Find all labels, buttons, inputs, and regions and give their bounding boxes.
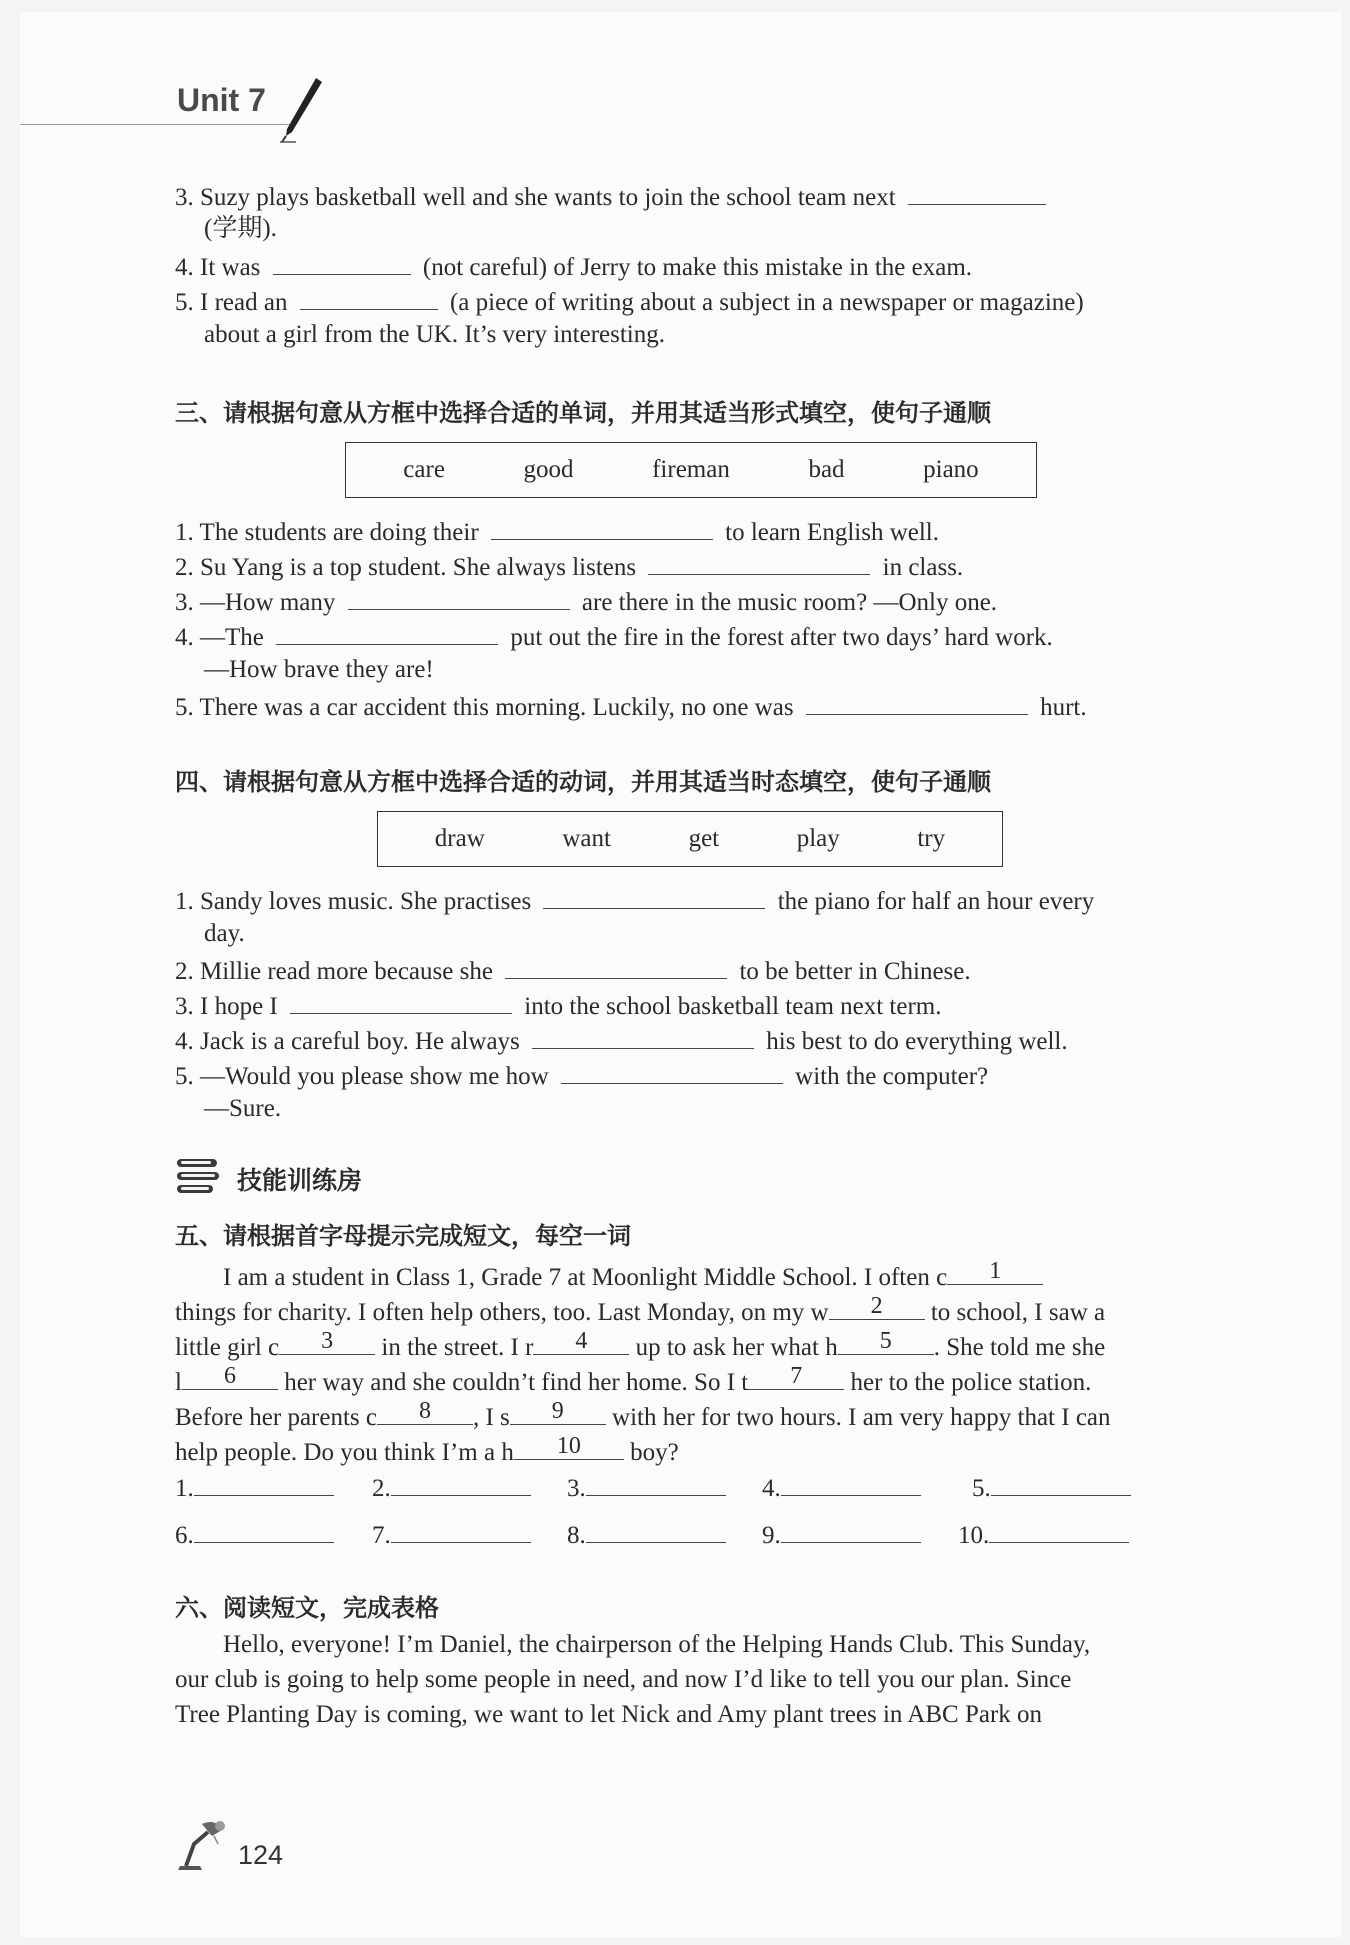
- blank[interactable]: [532, 1026, 754, 1049]
- s3-line-5: 5. There was a car accident this morning. Luckily, no one was hurt.: [175, 694, 1087, 721]
- s3-line-2: 2. Su Yang is a top student. She always listens in class.: [175, 554, 964, 581]
- blank[interactable]: 3: [279, 1332, 375, 1355]
- answer-blank[interactable]: [194, 1473, 334, 1496]
- answer-item: 2.: [372, 1473, 531, 1503]
- blank[interactable]: 8: [377, 1402, 473, 1425]
- s4-line-2: 2. Millie read more because she to be better in Chinese.: [175, 958, 971, 985]
- s6-para-line: Tree Planting Day is coming, we want to let Nick and Amy plant trees in ABC Park on: [175, 1701, 1043, 1728]
- answer-blank[interactable]: [781, 1520, 921, 1543]
- blank[interactable]: 6: [182, 1367, 278, 1390]
- blank[interactable]: 9: [510, 1402, 606, 1425]
- blank[interactable]: [300, 287, 438, 310]
- blank[interactable]: [276, 622, 498, 645]
- blank[interactable]: [491, 517, 713, 540]
- word: try: [917, 825, 946, 852]
- s5-para-line-1: I am a student in Class 1, Grade 7 at Moonlight Middle School. I often c 1: [223, 1262, 1043, 1290]
- s5-para-line-3: little girl c 3 in the street. I r 4 up to ask her what h 5 . She told me she: [175, 1328, 1106, 1361]
- section3-word-box: [345, 442, 1037, 498]
- s5-para-line-2: things for charity. I often help others, too. Last Monday, on my w 2 to school, I saw a: [175, 1293, 1106, 1326]
- answer-blank[interactable]: [391, 1473, 531, 1496]
- skills-title: 技能训练房: [237, 1166, 363, 1195]
- answer-item: 4.: [762, 1473, 921, 1503]
- blank[interactable]: [806, 692, 1028, 715]
- section5-title: 五、请根据首字母提示完成短文，每空一词: [175, 1222, 631, 1250]
- answer-item: 7.: [372, 1520, 531, 1550]
- answer-item: 5.: [972, 1473, 1131, 1503]
- s5-para-line-5: Before her parents c 8 , I s 9 with her for two hours. I am very happy that I can: [175, 1398, 1111, 1431]
- pen-icon: [278, 74, 324, 144]
- page-number: 124: [238, 1840, 284, 1870]
- answer-item: 8.: [567, 1520, 726, 1550]
- s3-line-4: 4. —The put out the fire in the forest after two days’ hard work.: [175, 624, 1053, 651]
- s3-line-3: 3. —How many are there in the music room? —Only one.: [175, 589, 998, 616]
- blank[interactable]: [648, 552, 870, 575]
- s4-line-3: 3. I hope I into the school basketball team next term.: [175, 993, 942, 1020]
- blank[interactable]: [273, 252, 411, 275]
- skills-icon: [175, 1157, 221, 1197]
- answer-blank[interactable]: [586, 1520, 726, 1543]
- prev-line-3b: (学期).: [204, 215, 277, 242]
- word: bad: [808, 456, 845, 483]
- section3-title: 三、请根据句意从方框中选择合适的单词，并用其适当形式填空，使句子通顺: [175, 399, 991, 427]
- s6-para-line: our club is going to help some people in need, and now I’d like to tell you our plan. Since: [175, 1666, 1072, 1693]
- s5-para-line-4: l 6 her way and she couldn’t find her home. So I t 7 her to the police station.: [175, 1363, 1092, 1396]
- s4-line-1b: day.: [204, 920, 245, 947]
- blank[interactable]: 2: [829, 1297, 925, 1320]
- blank[interactable]: [908, 182, 1046, 205]
- header-rule: [20, 124, 290, 125]
- s4-line-1: 1. Sandy loves music. She practises the piano for half an hour every: [175, 888, 1095, 915]
- answer-blank[interactable]: [194, 1520, 334, 1543]
- answer-blank[interactable]: [391, 1520, 531, 1543]
- s4-line-5b: —Sure.: [204, 1095, 282, 1122]
- section6-title: 六、阅读短文，完成表格: [175, 1594, 439, 1622]
- answer-item: 1.: [175, 1473, 334, 1503]
- answer-item: 6.: [175, 1520, 334, 1550]
- section4-word-box: [377, 811, 1003, 867]
- blank[interactable]: [505, 956, 727, 979]
- word: draw: [434, 825, 485, 852]
- blank[interactable]: 10: [514, 1437, 624, 1460]
- s4-line-5: 5. —Would you please show me how with the computer?: [175, 1063, 989, 1090]
- prev-line-5: 5. I read an (a piece of writing about a subject in a newspaper or magazine): [175, 289, 1084, 316]
- prev-line-5b: about a girl from the UK. It’s very interesting.: [204, 321, 665, 348]
- blank[interactable]: 7: [748, 1367, 844, 1390]
- blank[interactable]: [543, 886, 765, 909]
- answer-item: 3.: [567, 1473, 726, 1503]
- answer-item: 10.: [958, 1520, 1129, 1550]
- blank[interactable]: 1: [947, 1262, 1043, 1285]
- blank[interactable]: 4: [533, 1332, 629, 1355]
- blank[interactable]: [561, 1061, 783, 1084]
- word: play: [796, 825, 840, 852]
- word: piano: [923, 456, 979, 483]
- s3-line-1: 1. The students are doing their to learn English well.: [175, 519, 939, 546]
- s4-line-4: 4. Jack is a careful boy. He always his best to do everything well.: [175, 1028, 1068, 1055]
- section4-title: 四、请根据句意从方框中选择合适的动词，并用其适当时态填空，使句子通顺: [175, 768, 991, 796]
- blank[interactable]: 5: [838, 1332, 934, 1355]
- prev-line-3: 3. Suzy plays basketball well and she wants to join the school team next: [175, 182, 1046, 210]
- word: care: [403, 456, 445, 483]
- desk-lamp-icon: [172, 1814, 232, 1874]
- word: want: [562, 825, 611, 852]
- answer-blank[interactable]: [586, 1473, 726, 1496]
- blank[interactable]: [290, 991, 512, 1014]
- s6-para-line: Hello, everyone! I’m Daniel, the chairperson of the Helping Hands Club. This Sunday,: [223, 1631, 1091, 1658]
- word: fireman: [652, 456, 730, 483]
- answer-item: 9.: [762, 1520, 921, 1550]
- answer-blank[interactable]: [991, 1473, 1131, 1496]
- blank[interactable]: [348, 587, 570, 610]
- s5-para-line-6: help people. Do you think I’m a h 10 boy?: [175, 1433, 679, 1466]
- word: get: [688, 825, 720, 852]
- word: good: [523, 456, 574, 483]
- unit-title: Unit 7: [177, 82, 266, 118]
- s3-line-4b: —How brave they are!: [204, 656, 434, 683]
- answer-blank[interactable]: [989, 1520, 1129, 1543]
- prev-line-4: 4. It was (not careful) of Jerry to make this mistake in the exam.: [175, 254, 973, 281]
- answer-blank[interactable]: [781, 1473, 921, 1496]
